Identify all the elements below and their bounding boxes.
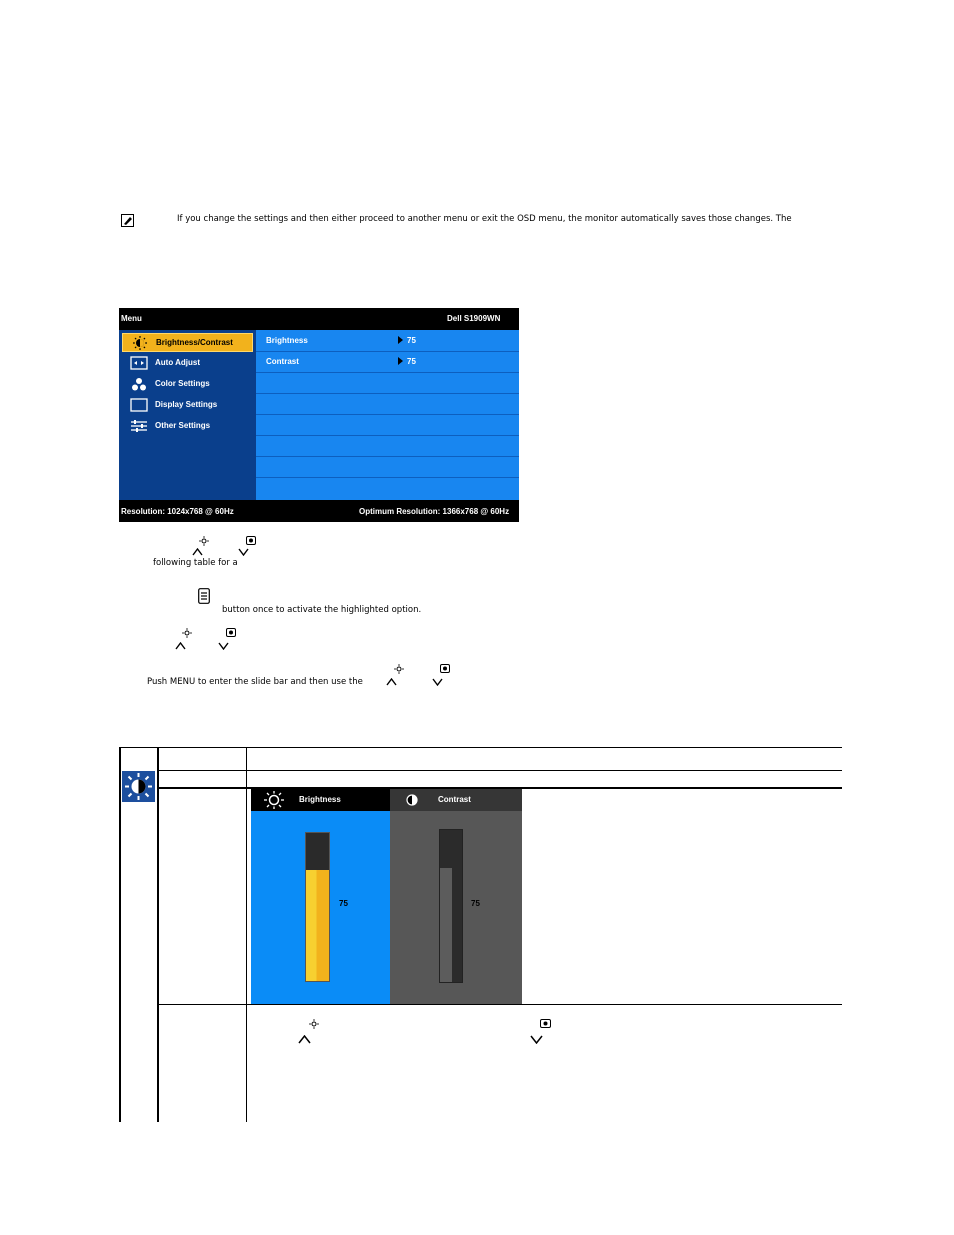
instruction-step-4: Push MENU to enter the slide bar and then use the — [147, 677, 363, 687]
contrast-slider-fill — [440, 868, 452, 982]
submenu-label: Contrast — [266, 357, 299, 366]
brightness-header — [251, 789, 390, 811]
sun-icon — [263, 791, 285, 809]
contrast-header — [390, 789, 522, 811]
down-arrow-icon[interactable] — [432, 678, 443, 686]
menu-item-label: Auto Adjust — [155, 358, 201, 367]
brightness-contrast-icon — [131, 336, 149, 350]
brightness-button-icon — [199, 536, 209, 546]
up-arrow-icon[interactable] — [386, 678, 397, 686]
current-resolution: Resolution: 1024x768 @ 60Hz — [121, 507, 234, 516]
color-settings-icon — [130, 377, 148, 391]
down-arrow-icon[interactable] — [530, 1035, 543, 1044]
contrast-button-icon — [226, 628, 236, 637]
play-arrow-icon — [398, 336, 403, 344]
menu-item-display-settings[interactable] — [122, 396, 253, 415]
menu-item-label: Other Settings — [155, 421, 211, 430]
submenu-value: 75 — [407, 357, 416, 366]
brightness-button-icon — [182, 628, 192, 638]
osd-title-bar — [119, 308, 519, 330]
contrast-pane — [390, 789, 522, 1004]
contrast-icon — [406, 794, 418, 806]
table-rule — [119, 747, 842, 748]
menu-item-label: Brightness/Contrast — [156, 338, 233, 347]
play-arrow-icon — [398, 357, 403, 365]
brightness-title: Brightness — [299, 795, 341, 804]
osd-menu-title: Menu — [121, 314, 142, 323]
brightness-button-icon — [394, 664, 404, 674]
instruction-step-1: following table for a — [153, 558, 238, 568]
down-arrow-icon[interactable] — [238, 548, 249, 556]
osd-status-bar — [119, 500, 519, 522]
submenu-row-empty — [256, 394, 519, 415]
contrast-slider[interactable] — [439, 829, 463, 983]
contrast-value: 75 — [471, 899, 480, 908]
submenu-row-contrast[interactable] — [256, 352, 519, 373]
brightness-contrast-icon — [122, 771, 155, 802]
brightness-pane — [251, 789, 390, 1004]
contrast-button-icon — [540, 1019, 551, 1028]
optimum-resolution: Optimum Resolution: 1366x768 @ 60Hz — [359, 507, 510, 516]
contrast-button-icon — [440, 664, 450, 673]
brightness-button-icon — [309, 1019, 319, 1029]
menu-item-color-settings[interactable] — [122, 375, 253, 394]
auto-adjust-icon — [130, 356, 148, 370]
instruction-step-2: button once to activate the highlighted option. — [222, 605, 422, 615]
submenu-row-empty — [256, 415, 519, 436]
osd-main-menu — [119, 330, 256, 500]
menu-button-icon[interactable] — [198, 588, 210, 604]
osd-submenu — [256, 330, 519, 500]
table-rule — [119, 747, 121, 1122]
table-rule — [246, 747, 247, 1122]
brightness-contrast-panel — [251, 789, 522, 1004]
menu-item-label: Color Settings — [155, 379, 210, 388]
down-arrow-icon[interactable] — [218, 642, 229, 650]
menu-item-brightness-contrast[interactable] — [122, 333, 253, 352]
submenu-row-empty — [256, 373, 519, 394]
osd-model-name: Dell S1909WN — [447, 314, 501, 323]
submenu-row-empty — [256, 457, 519, 478]
table-rule — [159, 770, 842, 771]
submenu-row-empty — [256, 478, 519, 498]
osd-menu-screenshot — [119, 308, 519, 522]
brightness-slider[interactable] — [305, 832, 330, 982]
submenu-value: 75 — [407, 336, 416, 345]
up-arrow-icon[interactable] — [298, 1035, 311, 1044]
contrast-title: Contrast — [438, 795, 471, 804]
contrast-button-icon — [246, 536, 256, 545]
menu-item-other-settings[interactable] — [122, 417, 253, 436]
submenu-row-empty — [256, 436, 519, 457]
up-arrow-icon[interactable] — [175, 642, 186, 650]
brightness-value: 75 — [339, 899, 348, 908]
submenu-row-brightness[interactable] — [256, 331, 519, 352]
brightness-slider-fill — [306, 870, 329, 981]
display-settings-icon — [130, 398, 148, 412]
note-icon — [121, 212, 134, 225]
menu-item-auto-adjust[interactable] — [122, 354, 253, 373]
table-rule — [157, 747, 159, 1122]
note-text: If you change the settings and then either proceed to another menu or exit the OSD menu, the monitor automatically saves those changes. The — [177, 214, 792, 224]
menu-item-label: Display Settings — [155, 400, 218, 409]
table-rule — [159, 1004, 842, 1005]
other-settings-icon — [130, 419, 148, 433]
up-arrow-icon[interactable] — [192, 548, 203, 556]
submenu-label: Brightness — [266, 336, 308, 345]
